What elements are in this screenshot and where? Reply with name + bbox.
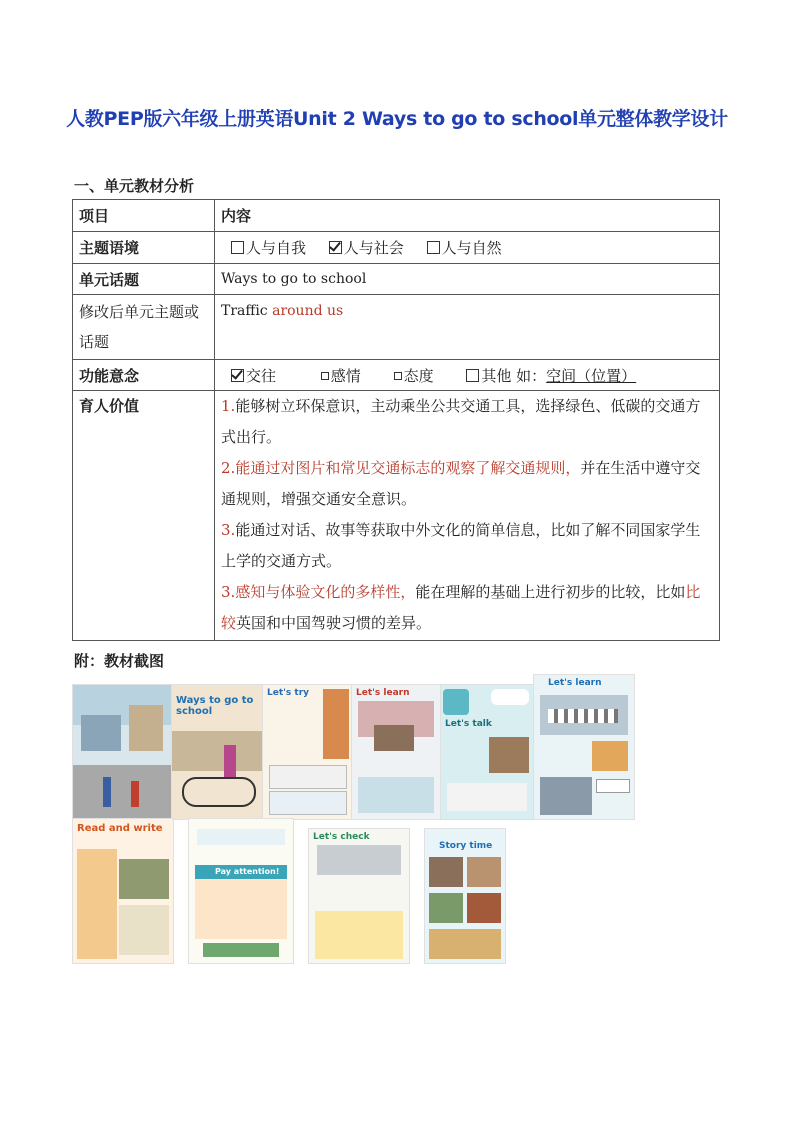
unit-topic-value: Ways to go to school <box>215 264 720 295</box>
value-paragraph-2: 2.能通过对图片和常见交通标志的观察了解交通规则，并在生活中遵守交通规则，增强交通安全意识。 <box>221 459 701 508</box>
textbook-page-thumbnail: Ways to go to school <box>171 684 263 820</box>
textbook-page-thumbnail: Let's learn <box>351 684 441 820</box>
attachment-label: 附：教材截图 <box>74 652 165 670</box>
option-attitude[interactable]: 态度 <box>394 367 434 385</box>
revised-topic-value: Traffic around us <box>215 295 720 360</box>
textbook-page-thumbnail <box>72 684 172 820</box>
function-key: 功能意念 <box>73 360 215 391</box>
header-value: 内容 <box>215 200 720 232</box>
education-value-key: 育人价值 <box>73 391 215 641</box>
textbook-page-thumbnail: Let's try <box>262 684 352 820</box>
section-heading: 一、单元教材分析 <box>74 177 195 195</box>
value-paragraph-3: 3.能通过对话、故事等获取中外文化的简单信息，比如了解不同国家学生上学的交通方式。 <box>221 521 701 570</box>
document-title: 人教PEP版六年级上册英语Unit 2 Ways to go to school单元整体教学设计 <box>66 108 728 130</box>
option-nature[interactable]: 人与自然 <box>427 239 502 257</box>
option-emotion[interactable]: 感情 <box>321 367 361 385</box>
textbook-page-thumbnail: Let's check <box>308 828 410 964</box>
option-communication[interactable]: 交往 <box>231 367 276 385</box>
textbook-page-thumbnail: Pay attention! <box>188 818 294 964</box>
header-key: 项目 <box>73 200 215 232</box>
option-self[interactable]: 人与自我 <box>231 239 306 257</box>
revised-topic-key: 修改后单元主题或话题 <box>73 295 215 360</box>
theme-context-key: 主题语境 <box>73 232 215 264</box>
value-paragraph-4: 3.感知与体验文化的多样性，能在理解的基础上进行初步的比较，比如比较英国和中国驾驶习惯的差异。 <box>221 583 701 632</box>
textbook-page-thumbnail: Let's learn <box>533 674 635 820</box>
textbook-page-thumbnail: Let's talk <box>440 684 534 820</box>
option-society[interactable]: 人与社会 <box>329 239 404 257</box>
unit-topic-key: 单元话题 <box>73 264 215 295</box>
textbook-page-thumbnail: Read and write <box>72 818 174 964</box>
option-other[interactable]: 其他 如：空间（位置） <box>466 367 636 385</box>
textbook-page-thumbnail: Story time <box>424 828 506 964</box>
value-paragraph-1: 1.能够树立环保意识，主动乘坐公共交通工具，选择绿色、低碳的交通方式出行。 <box>221 397 701 446</box>
